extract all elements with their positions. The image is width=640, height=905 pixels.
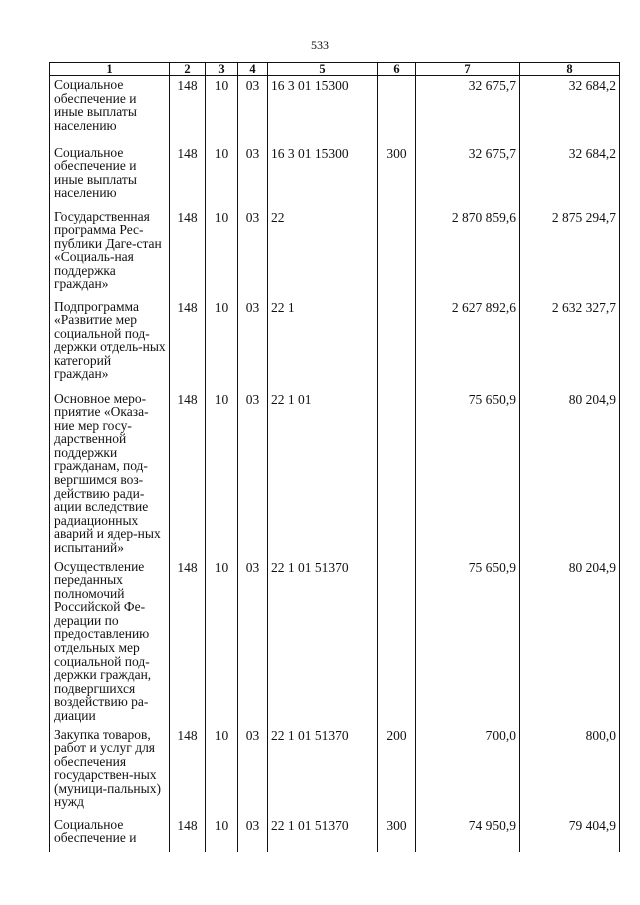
row-code-6: 300 [378,144,416,208]
table-row [50,144,620,208]
header-col-6: 6 [378,63,416,76]
row-code-2: 148 [170,390,206,558]
row-code-3: 10 [206,144,238,208]
table-row [50,76,620,144]
row-amount-7: 700,0 [416,726,520,816]
row-amount-8: 80 204,9 [520,558,620,726]
row-code-6 [378,390,416,558]
row-code-4: 03 [238,390,268,558]
row-code-6 [378,298,416,390]
row-code-5: 22 1 01 51370 [268,816,378,852]
row-amount-7: 2 870 859,6 [416,208,520,298]
row-code-5: 22 1 01 51370 [268,726,378,816]
row-code-3: 10 [206,390,238,558]
header-col-8: 8 [520,63,620,76]
row-code-6: 300 [378,816,416,852]
header-col-5: 5 [268,63,378,76]
table-row [50,298,620,390]
row-code-4: 03 [238,144,268,208]
row-code-5: 22 [268,208,378,298]
row-code-5: 22 1 01 51370 [268,558,378,726]
row-name: Осуществление переданных полномочий Российской Фе-дерации по предоставлению отдельных мер социальной под-держки граждан, подвергшихся воздействию ра-диации [50,558,170,726]
row-code-6 [378,76,416,144]
header-col-2: 2 [170,63,206,76]
row-code-2: 148 [170,816,206,852]
row-code-4: 03 [238,816,268,852]
row-amount-8: 2 632 327,7 [520,298,620,390]
row-code-5: 16 3 01 15300 [268,144,378,208]
row-name: Закупка товаров, работ и услуг для обеспечения государствен-ных (муници-пальных) нужд [50,726,170,816]
row-amount-7: 2 627 892,6 [416,298,520,390]
row-code-4: 03 [238,298,268,390]
row-code-5: 16 3 01 15300 [268,76,378,144]
row-code-6 [378,208,416,298]
row-name: Социальное обеспечение и [50,816,170,852]
header-col-4: 4 [238,63,268,76]
row-code-3: 10 [206,76,238,144]
row-name: Основное меро-приятие «Оказа-ние мер госу-дарственной поддержки гражданам, под-вергшимся воз-действию ради-ации вследствие радиационных аварий и ядер-ных испытаний» [50,390,170,558]
row-code-5: 22 1 [268,298,378,390]
row-code-2: 148 [170,298,206,390]
table-row [50,390,620,558]
row-code-4: 03 [238,558,268,726]
row-code-3: 10 [206,298,238,390]
row-amount-7: 32 675,7 [416,144,520,208]
table-row [50,726,620,816]
row-amount-7: 75 650,9 [416,558,520,726]
row-code-4: 03 [238,726,268,816]
row-code-2: 148 [170,208,206,298]
row-amount-8: 800,0 [520,726,620,816]
row-code-3: 10 [206,816,238,852]
table-row [50,816,620,852]
row-amount-8: 79 404,9 [520,816,620,852]
row-code-2: 148 [170,76,206,144]
row-code-3: 10 [206,726,238,816]
row-amount-7: 74 950,9 [416,816,520,852]
row-code-4: 03 [238,76,268,144]
header-col-7: 7 [416,63,520,76]
row-code-5: 22 1 01 [268,390,378,558]
row-name: Социальное обеспечение и иные выплаты населению [50,144,170,208]
row-amount-8: 80 204,9 [520,390,620,558]
row-code-2: 148 [170,558,206,726]
row-amount-8: 2 875 294,7 [520,208,620,298]
row-code-4: 03 [238,208,268,298]
row-name: Социальное обеспечение и иные выплаты населению [50,76,170,144]
row-amount-8: 32 684,2 [520,76,620,144]
row-code-2: 148 [170,726,206,816]
row-code-3: 10 [206,208,238,298]
row-code-3: 10 [206,558,238,726]
row-amount-8: 32 684,2 [520,144,620,208]
table-header-row [50,63,620,76]
table-row [50,208,620,298]
row-code-2: 148 [170,144,206,208]
header-col-3: 3 [206,63,238,76]
row-name: Подпрограмма «Развитие мер социальной под-держки отдель-ных категорий граждан» [50,298,170,390]
row-code-6: 200 [378,726,416,816]
table-row [50,558,620,726]
budget-table [49,62,620,852]
row-code-6 [378,558,416,726]
page-number: 533 [311,38,329,52]
row-amount-7: 32 675,7 [416,76,520,144]
row-amount-7: 75 650,9 [416,390,520,558]
header-col-1: 1 [50,63,170,76]
row-name: Государственная программа Рес-публики Даге-стан «Социаль-ная поддержка граждан» [50,208,170,298]
